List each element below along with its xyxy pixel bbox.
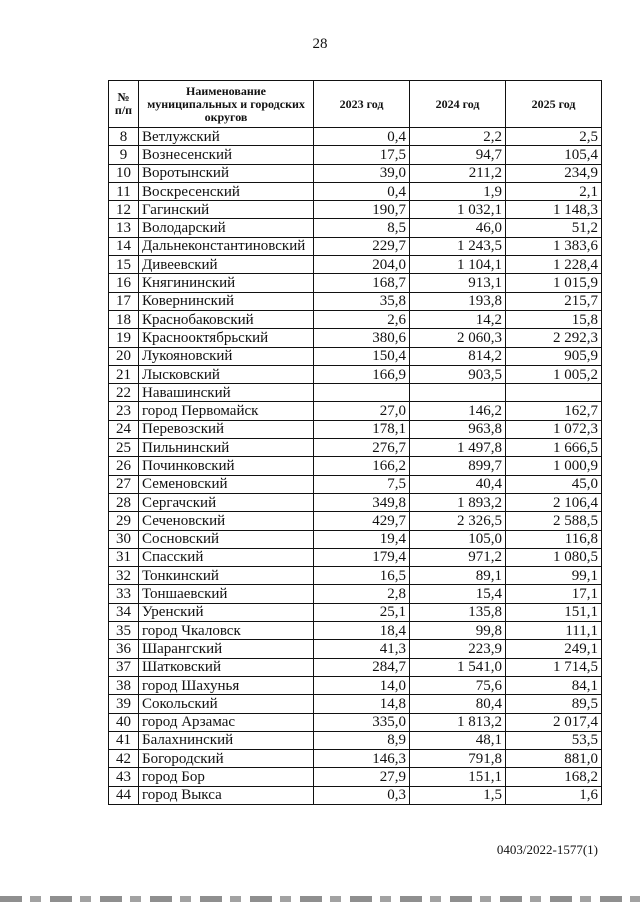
row-number-cell: 27 (109, 475, 139, 493)
municipality-name-cell: Краснобаковский (139, 310, 314, 328)
row-number-cell: 17 (109, 292, 139, 310)
value-2024-cell: 814,2 (410, 347, 506, 365)
table-row (109, 365, 602, 383)
row-number-cell: 21 (109, 365, 139, 383)
scan-edge-strip (0, 896, 640, 902)
municipality-name-cell: город Первомайск (139, 402, 314, 420)
value-2024-cell: 1 104,1 (410, 256, 506, 274)
municipality-name-cell: Воротынский (139, 164, 314, 182)
value-2025-cell: 2 292,3 (506, 329, 602, 347)
value-2023-cell: 18,4 (314, 622, 410, 640)
value-2024-cell: 1 813,2 (410, 713, 506, 731)
row-number-cell: 41 (109, 731, 139, 749)
municipality-name-cell: Ветлужский (139, 128, 314, 146)
table-row (109, 768, 602, 786)
municipality-name-cell: Краснооктябрьский (139, 329, 314, 347)
row-number-cell: 29 (109, 512, 139, 530)
table-row (109, 402, 602, 420)
document-code: 0403/2022-1577(1) (496, 842, 598, 857)
row-number-cell: 26 (109, 457, 139, 475)
row-number-cell: 44 (109, 786, 139, 804)
value-2024-cell: 1,5 (410, 786, 506, 804)
municipality-name-cell: Дальнеконстантиновский (139, 237, 314, 255)
header-2025: 2025 год (506, 81, 602, 128)
municipality-name-cell: Уренский (139, 603, 314, 621)
table-row (109, 310, 602, 328)
row-number-cell: 33 (109, 585, 139, 603)
row-number-cell: 32 (109, 567, 139, 585)
municipality-name-cell: Сосновский (139, 530, 314, 548)
row-number-cell: 12 (109, 201, 139, 219)
value-2025-cell: 2 106,4 (506, 493, 602, 511)
row-number-cell: 24 (109, 420, 139, 438)
municipality-name-cell: Гагинский (139, 201, 314, 219)
value-2023-cell: 7,5 (314, 475, 410, 493)
row-number-cell: 18 (109, 310, 139, 328)
value-2023-cell: 14,8 (314, 695, 410, 713)
header-name: Наименование муниципальных и городских округов (139, 81, 314, 128)
table-row (109, 786, 602, 804)
value-2025-cell: 2,5 (506, 128, 602, 146)
municipality-name-cell: Лысковский (139, 365, 314, 383)
municipality-name-cell: Тоншаевский (139, 585, 314, 603)
value-2023-cell: 166,2 (314, 457, 410, 475)
value-2025-cell: 1,6 (506, 786, 602, 804)
value-2025-cell: 1 005,2 (506, 365, 602, 383)
municipality-name-cell: Пильнинский (139, 439, 314, 457)
table-body (109, 128, 602, 805)
municipality-name-cell: город Чкаловск (139, 622, 314, 640)
value-2025-cell: 168,2 (506, 768, 602, 786)
value-2024-cell: 791,8 (410, 750, 506, 768)
value-2024-cell: 94,7 (410, 146, 506, 164)
municipality-name-cell: Сергачский (139, 493, 314, 511)
value-2024-cell: 40,4 (410, 475, 506, 493)
table-row (109, 439, 602, 457)
value-2025-cell: 1 228,4 (506, 256, 602, 274)
value-2025-cell: 2 017,4 (506, 713, 602, 731)
table-row (109, 713, 602, 731)
municipality-name-cell: Сеченовский (139, 512, 314, 530)
header-num: № п/п (109, 81, 139, 128)
value-2024-cell: 913,1 (410, 274, 506, 292)
row-number-cell: 20 (109, 347, 139, 365)
municipality-name-cell: город Шахунья (139, 676, 314, 694)
row-number-cell: 42 (109, 750, 139, 768)
value-2024-cell (410, 384, 506, 402)
value-2025-cell: 15,8 (506, 310, 602, 328)
municipality-name-cell: Вознесенский (139, 146, 314, 164)
row-number-cell: 14 (109, 237, 139, 255)
municipality-name-cell: Тонкинский (139, 567, 314, 585)
value-2024-cell: 899,7 (410, 457, 506, 475)
municipality-name-cell: Перевозский (139, 420, 314, 438)
table-row (109, 530, 602, 548)
value-2023-cell: 335,0 (314, 713, 410, 731)
value-2025-cell: 99,1 (506, 567, 602, 585)
municipality-name-cell: Починковский (139, 457, 314, 475)
row-number-cell: 13 (109, 219, 139, 237)
value-2023-cell: 0,3 (314, 786, 410, 804)
value-2023-cell: 27,9 (314, 768, 410, 786)
table-row (109, 128, 602, 146)
value-2023-cell: 8,5 (314, 219, 410, 237)
municipality-name-cell: Шарангский (139, 640, 314, 658)
value-2024-cell: 1 032,1 (410, 201, 506, 219)
value-2024-cell: 223,9 (410, 640, 506, 658)
table-row (109, 347, 602, 365)
municipality-name-cell: Володарский (139, 219, 314, 237)
table-row (109, 512, 602, 530)
value-2023-cell: 16,5 (314, 567, 410, 585)
value-2024-cell: 963,8 (410, 420, 506, 438)
table-row (109, 585, 602, 603)
value-2025-cell: 51,2 (506, 219, 602, 237)
value-2024-cell: 135,8 (410, 603, 506, 621)
municipality-name-cell: Балахнинский (139, 731, 314, 749)
municipality-name-cell: город Выкса (139, 786, 314, 804)
row-number-cell: 22 (109, 384, 139, 402)
value-2023-cell: 349,8 (314, 493, 410, 511)
value-2024-cell: 151,1 (410, 768, 506, 786)
value-2023-cell: 2,8 (314, 585, 410, 603)
value-2023-cell: 2,6 (314, 310, 410, 328)
value-2023-cell: 166,9 (314, 365, 410, 383)
value-2024-cell: 1 243,5 (410, 237, 506, 255)
table-row (109, 695, 602, 713)
table-row (109, 493, 602, 511)
row-number-cell: 15 (109, 256, 139, 274)
value-2025-cell: 151,1 (506, 603, 602, 621)
value-2024-cell: 2 060,3 (410, 329, 506, 347)
value-2023-cell: 146,3 (314, 750, 410, 768)
table-row (109, 420, 602, 438)
value-2024-cell: 1 497,8 (410, 439, 506, 457)
value-2025-cell: 1 000,9 (506, 457, 602, 475)
value-2024-cell: 903,5 (410, 365, 506, 383)
table-row (109, 640, 602, 658)
row-number-cell: 40 (109, 713, 139, 731)
table-row (109, 164, 602, 182)
value-2023-cell: 179,4 (314, 548, 410, 566)
value-2024-cell: 1 893,2 (410, 493, 506, 511)
municipality-name-cell: город Бор (139, 768, 314, 786)
value-2024-cell: 146,2 (410, 402, 506, 420)
header-2024: 2024 год (410, 81, 506, 128)
value-2025-cell: 1 015,9 (506, 274, 602, 292)
value-2025-cell: 2 588,5 (506, 512, 602, 530)
value-2024-cell: 75,6 (410, 676, 506, 694)
table-row (109, 750, 602, 768)
value-2023-cell: 0,4 (314, 182, 410, 200)
row-number-cell: 23 (109, 402, 139, 420)
table-row (109, 146, 602, 164)
municipality-name-cell: Ковернинский (139, 292, 314, 310)
value-2023-cell: 204,0 (314, 256, 410, 274)
table-row (109, 292, 602, 310)
value-2023-cell: 229,7 (314, 237, 410, 255)
table-row (109, 475, 602, 493)
value-2024-cell: 80,4 (410, 695, 506, 713)
municipality-name-cell: Дивеевский (139, 256, 314, 274)
value-2024-cell: 193,8 (410, 292, 506, 310)
row-number-cell: 11 (109, 182, 139, 200)
row-number-cell: 10 (109, 164, 139, 182)
table-row (109, 567, 602, 585)
value-2025-cell: 881,0 (506, 750, 602, 768)
value-2025-cell: 116,8 (506, 530, 602, 548)
value-2023-cell: 429,7 (314, 512, 410, 530)
value-2025-cell: 1 383,6 (506, 237, 602, 255)
value-2025-cell: 84,1 (506, 676, 602, 694)
value-2023-cell: 284,7 (314, 658, 410, 676)
page-number: 28 (312, 36, 328, 52)
value-2023-cell: 190,7 (314, 201, 410, 219)
table-row (109, 603, 602, 621)
value-2023-cell: 41,3 (314, 640, 410, 658)
table-row (109, 182, 602, 200)
value-2023-cell: 178,1 (314, 420, 410, 438)
value-2023-cell: 19,4 (314, 530, 410, 548)
value-2025-cell: 45,0 (506, 475, 602, 493)
row-number-cell: 38 (109, 676, 139, 694)
value-2025-cell: 111,1 (506, 622, 602, 640)
row-number-cell: 19 (109, 329, 139, 347)
municipality-name-cell: город Арзамас (139, 713, 314, 731)
table-header-row (109, 81, 602, 128)
value-2025-cell: 1 080,5 (506, 548, 602, 566)
table-row (109, 548, 602, 566)
header-2023: 2023 год (314, 81, 410, 128)
value-2023-cell: 168,7 (314, 274, 410, 292)
value-2024-cell: 15,4 (410, 585, 506, 603)
budget-table (108, 80, 602, 805)
value-2025-cell: 1 072,3 (506, 420, 602, 438)
municipality-name-cell: Семеновский (139, 475, 314, 493)
value-2025-cell: 1 148,3 (506, 201, 602, 219)
table-row (109, 658, 602, 676)
value-2023-cell: 276,7 (314, 439, 410, 457)
value-2025-cell: 162,7 (506, 402, 602, 420)
table-row (109, 622, 602, 640)
table-row (109, 457, 602, 475)
row-number-cell: 43 (109, 768, 139, 786)
table-row (109, 201, 602, 219)
row-number-cell: 16 (109, 274, 139, 292)
value-2023-cell: 27,0 (314, 402, 410, 420)
table-row (109, 676, 602, 694)
value-2025-cell: 89,5 (506, 695, 602, 713)
table-row (109, 274, 602, 292)
table-row (109, 256, 602, 274)
municipality-name-cell: Лукояновский (139, 347, 314, 365)
value-2024-cell: 1,9 (410, 182, 506, 200)
value-2023-cell: 17,5 (314, 146, 410, 164)
value-2024-cell: 1 541,0 (410, 658, 506, 676)
value-2025-cell: 1 714,5 (506, 658, 602, 676)
row-number-cell: 34 (109, 603, 139, 621)
row-number-cell: 39 (109, 695, 139, 713)
municipality-name-cell: Богородский (139, 750, 314, 768)
value-2025-cell: 1 666,5 (506, 439, 602, 457)
row-number-cell: 37 (109, 658, 139, 676)
municipality-name-cell: Навашинский (139, 384, 314, 402)
table-row (109, 219, 602, 237)
row-number-cell: 28 (109, 493, 139, 511)
value-2025-cell: 17,1 (506, 585, 602, 603)
value-2023-cell: 0,4 (314, 128, 410, 146)
value-2024-cell: 14,2 (410, 310, 506, 328)
row-number-cell: 8 (109, 128, 139, 146)
value-2025-cell: 53,5 (506, 731, 602, 749)
value-2024-cell: 99,8 (410, 622, 506, 640)
value-2024-cell: 46,0 (410, 219, 506, 237)
value-2023-cell: 8,9 (314, 731, 410, 749)
row-number-cell: 35 (109, 622, 139, 640)
municipality-name-cell: Воскресенский (139, 182, 314, 200)
value-2025-cell: 249,1 (506, 640, 602, 658)
value-2023-cell: 380,6 (314, 329, 410, 347)
value-2023-cell (314, 384, 410, 402)
value-2025-cell: 105,4 (506, 146, 602, 164)
value-2025-cell (506, 384, 602, 402)
value-2023-cell: 35,8 (314, 292, 410, 310)
value-2023-cell: 39,0 (314, 164, 410, 182)
table-row (109, 731, 602, 749)
row-number-cell: 9 (109, 146, 139, 164)
municipality-name-cell: Шатковский (139, 658, 314, 676)
row-number-cell: 31 (109, 548, 139, 566)
value-2025-cell: 905,9 (506, 347, 602, 365)
municipality-name-cell: Княгининский (139, 274, 314, 292)
value-2024-cell: 211,2 (410, 164, 506, 182)
value-2025-cell: 2,1 (506, 182, 602, 200)
value-2023-cell: 25,1 (314, 603, 410, 621)
value-2025-cell: 234,9 (506, 164, 602, 182)
table-row (109, 329, 602, 347)
table-row (109, 237, 602, 255)
value-2024-cell: 48,1 (410, 731, 506, 749)
row-number-cell: 30 (109, 530, 139, 548)
value-2023-cell: 150,4 (314, 347, 410, 365)
value-2024-cell: 105,0 (410, 530, 506, 548)
value-2025-cell: 215,7 (506, 292, 602, 310)
municipality-name-cell: Сокольский (139, 695, 314, 713)
value-2024-cell: 2,2 (410, 128, 506, 146)
row-number-cell: 25 (109, 439, 139, 457)
municipality-name-cell: Спасский (139, 548, 314, 566)
value-2024-cell: 2 326,5 (410, 512, 506, 530)
value-2023-cell: 14,0 (314, 676, 410, 694)
table-row (109, 384, 602, 402)
value-2024-cell: 971,2 (410, 548, 506, 566)
row-number-cell: 36 (109, 640, 139, 658)
value-2024-cell: 89,1 (410, 567, 506, 585)
